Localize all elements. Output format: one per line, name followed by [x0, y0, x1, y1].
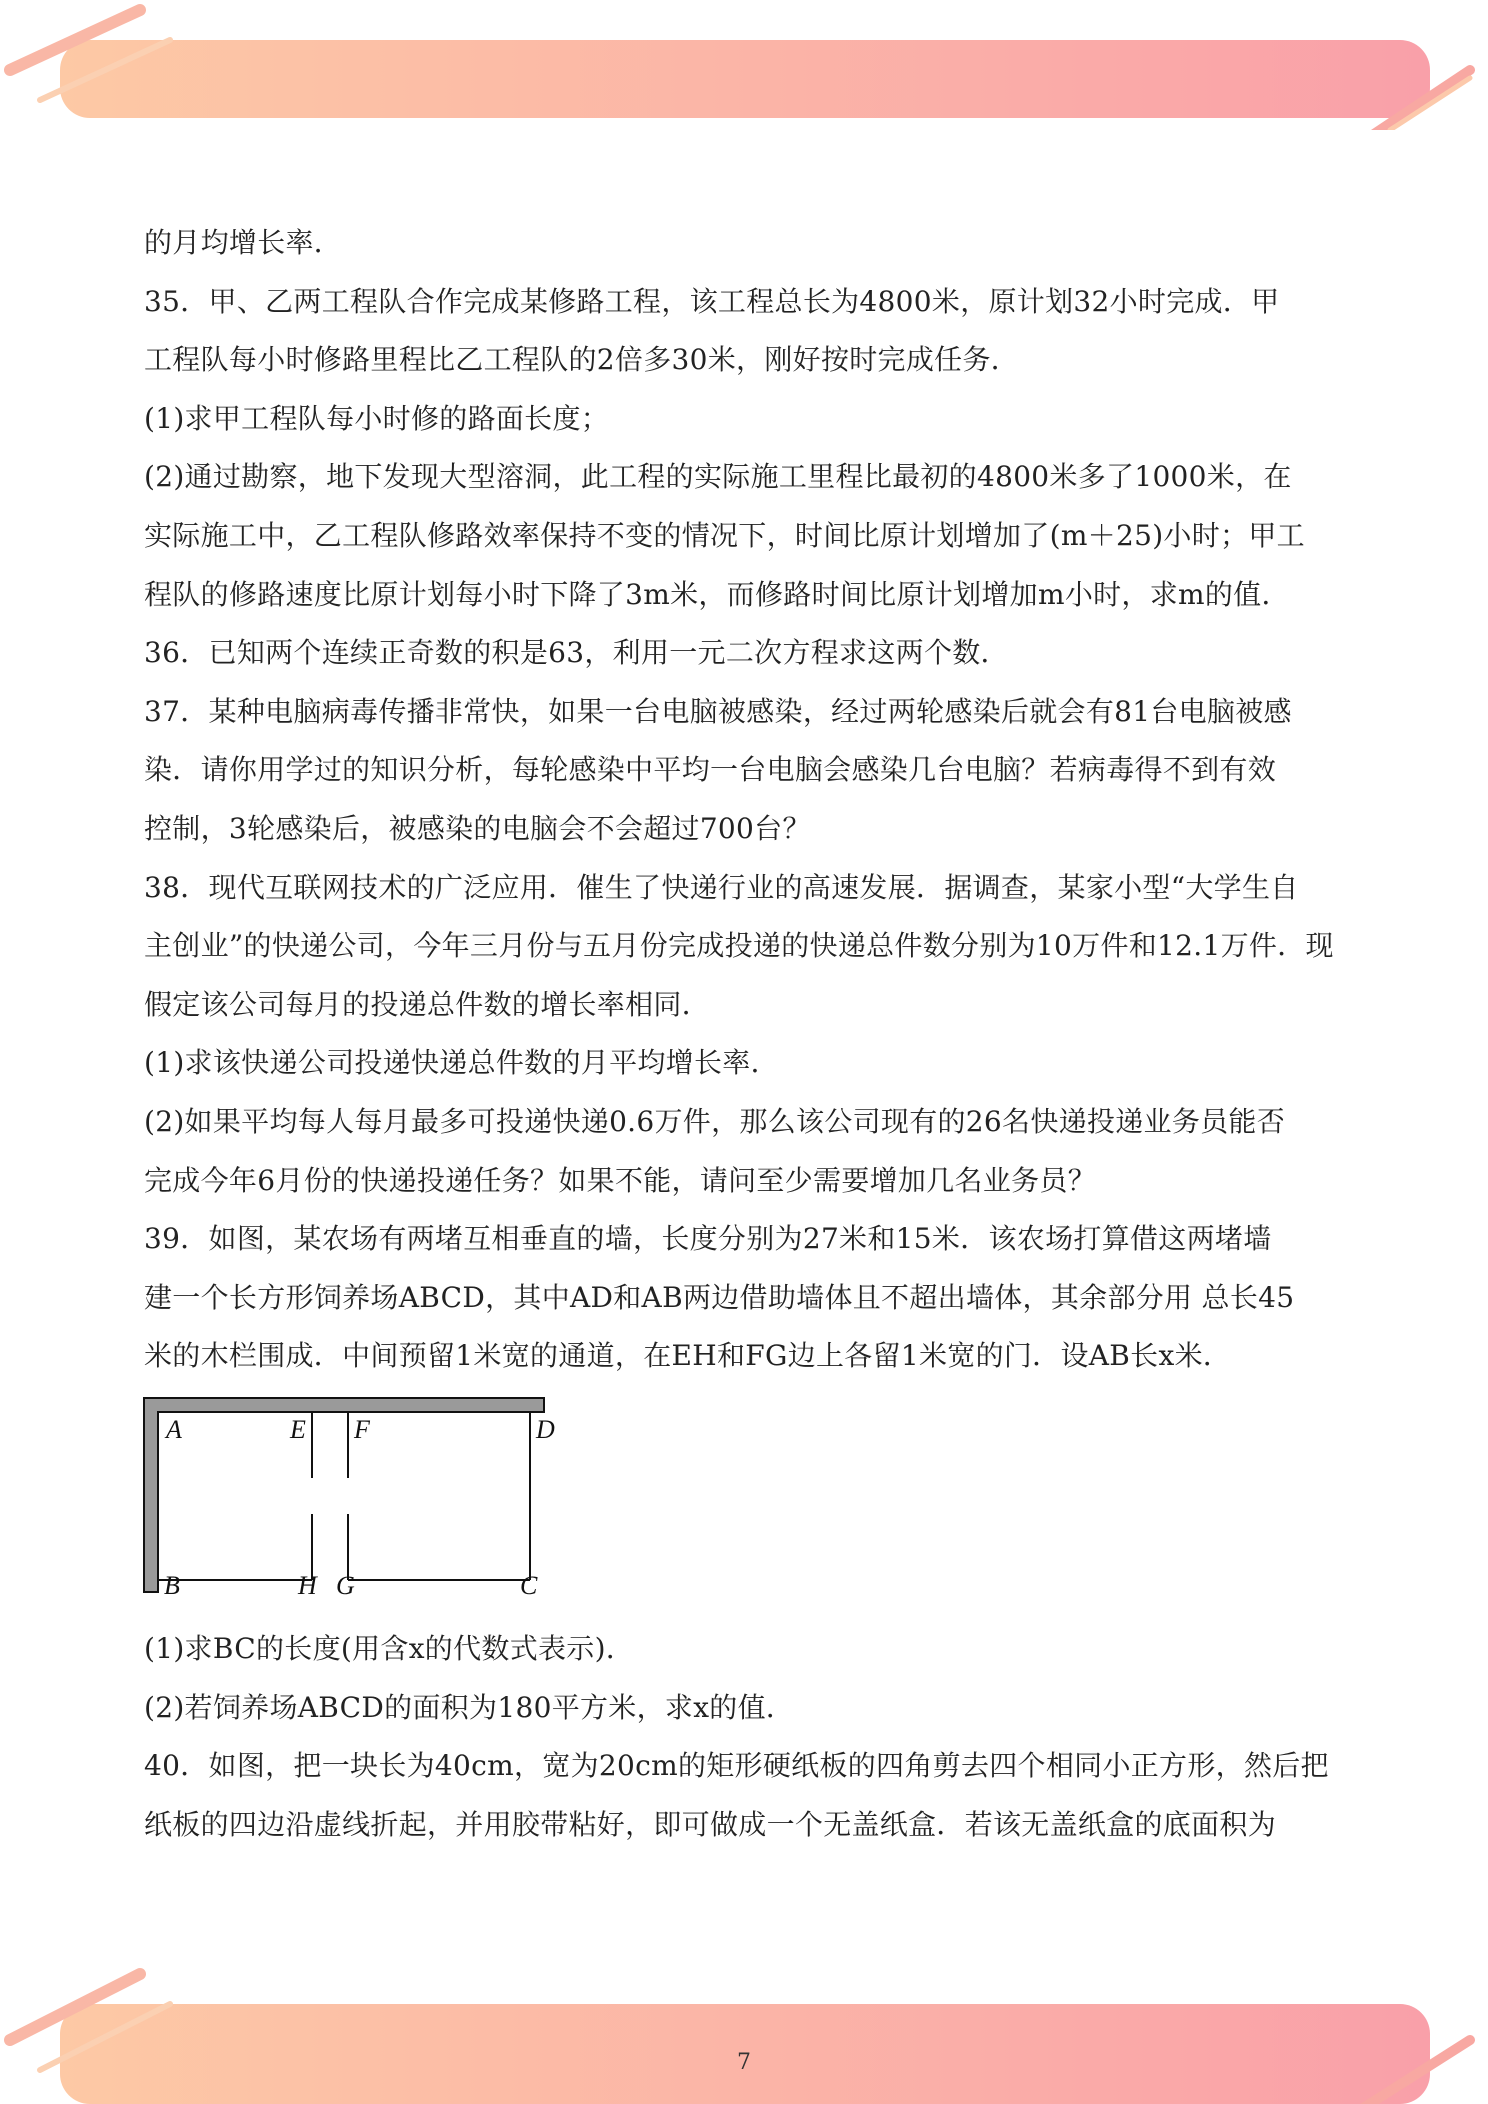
text-line: 控制，3轮感染后，被感染的电脑会不会超过700台？: [144, 811, 811, 845]
text-line: (2)如果平均每人每月最多可投递快递0.6万件，那么该公司现有的26名快递投递业务员能否: [144, 1104, 1286, 1138]
text-line: 工程队每小时修路里程比乙工程队的2倍多30米，刚好按时完成任务．: [144, 343, 1020, 377]
bottom-banner: [0, 1960, 1488, 2104]
text-line: 39．如图，某农场有两堵互相垂直的墙，长度分别为27米和15米．该农场打算借这两堵墙: [144, 1222, 1272, 1256]
page-number: 7: [737, 2050, 751, 2075]
label-d: D: [536, 1415, 555, 1444]
problem-text-top: [144, 214, 1354, 1386]
text-line: 的月均增长率．: [144, 226, 343, 259]
banner-bar: [60, 40, 1430, 118]
text-line: 37．某种电脑病毒传播非常快，如果一台电脑被感染，经过两轮感染后就会有81台电脑被感: [144, 694, 1292, 728]
farm-figure: [142, 1396, 562, 1596]
text-line: 实际施工中，乙工程队修路效率保持不变的情况下，时间比原计划增加了(m＋25)小时；甲工: [144, 518, 1305, 552]
label-f: F: [354, 1415, 370, 1444]
text-line: 36．已知两个连续正奇数的积是63，利用一元二次方程求这两个数．: [144, 636, 1009, 670]
text-line: 完成今年6月份的快递投递任务？如果不能，请问至少需要增加几名业务员？: [144, 1163, 1097, 1197]
label-g: G: [336, 1571, 355, 1596]
text-line: 程队的修路速度比原计划每小时下降了3m米，而修路时间比原计划增加m小时，求m的值．: [144, 577, 1290, 611]
wall-shape: [144, 1398, 544, 1592]
label-e: E: [290, 1415, 306, 1444]
text-line: 米的木栏围成．中间预留1米宽的通道，在EH和FG边上各留1米宽的门．设AB长x米．: [144, 1339, 1232, 1373]
text-line: 建一个长方形饲养场ABCD，其中AD和AB两边借助墙体且不超出墙体，其余部分用 总长45: [144, 1280, 1295, 1314]
text-line: 假定该公司每月的投递总件数的增长率相同．: [144, 987, 711, 1021]
label-h: H: [298, 1571, 317, 1596]
text-line: 主创业”的快递公司，今年三月份与五月份完成投递的快递总件数分别为10万件和12.1万件．现: [144, 929, 1334, 963]
text-line: 35．甲、乙两工程队合作完成某修路工程，该工程总长为4800米，原计划32小时完成．甲: [144, 284, 1280, 318]
farm-diagram: [142, 1396, 562, 1596]
text-line: 染．请你用学过的知识分析，每轮感染中平均一台电脑会感染几台电脑？若病毒得不到有效: [144, 753, 1277, 787]
problem-text-bottom: [144, 1620, 1354, 1854]
text-line: (2)若饲养场ABCD的面积为180平方米，求x的值．: [144, 1690, 795, 1724]
text-line: (1)求该快递公司投递快递总件数的月平均增长率．: [144, 1046, 779, 1080]
text-line: 40．如图，把一块长为40cm，宽为20cm的矩形硬纸板的四角剪去四个相同小正方形，然后把: [144, 1749, 1329, 1783]
top-banner: [0, 0, 1488, 130]
text-line: 38．现代互联网技术的广泛应用．催生了快递行业的高速发展．据调查，某家小型“大学生自: [144, 870, 1299, 904]
label-b: B: [164, 1571, 180, 1596]
label-c: C: [520, 1571, 538, 1596]
text-line: 纸板的四边沿虚线折起，并用胶带粘好，即可做成一个无盖纸盒．若该无盖纸盒的底面积为: [144, 1807, 1277, 1841]
text-line: (1)求BC的长度(用含x的代数式表示)．: [144, 1632, 635, 1665]
text-line: (2)通过勘察，地下发现大型溶洞，此工程的实际施工里程比最初的4800米多了1000米，在: [144, 460, 1292, 494]
text-line: (1)求甲工程队每小时修的路面长度；: [144, 401, 610, 435]
label-a: A: [166, 1415, 182, 1444]
